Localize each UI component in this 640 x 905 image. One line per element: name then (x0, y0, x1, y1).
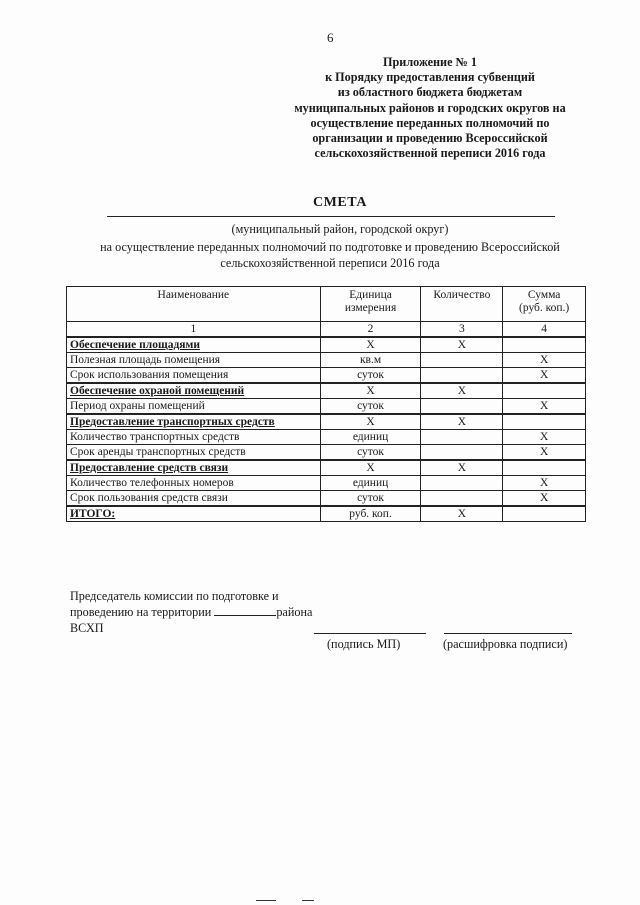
appendix-line: сельскохозяйственной переписи 2016 года (314, 146, 546, 161)
purpose-line: сельскохозяйственной переписи 2016 года (220, 255, 440, 270)
table-row (67, 399, 586, 415)
row-sum (503, 414, 586, 430)
row-unit: Х (320, 460, 421, 476)
header-name: Наименование (67, 287, 321, 322)
row-sum: Х (503, 445, 586, 461)
row-unit: Х (320, 414, 421, 430)
row-name: Полезная площадь помещения (67, 353, 321, 368)
row-sum: Х (503, 368, 586, 384)
row-unit: единиц (320, 476, 421, 491)
appendix-line: Приложение № 1 (383, 55, 477, 69)
row-sum (503, 460, 586, 476)
footer-mark (256, 900, 276, 901)
header-sum: Сумма (руб. коп.) (503, 287, 586, 322)
row-qty: Х (421, 337, 503, 353)
row-sum (503, 383, 586, 399)
column-number-row (67, 322, 586, 338)
header-unit: Единица измерения (320, 287, 421, 322)
table-row (67, 337, 586, 353)
row-unit: Х (320, 383, 421, 399)
row-unit: суток (320, 445, 421, 461)
row-unit: суток (320, 491, 421, 507)
row-sum: Х (503, 399, 586, 415)
row-qty (421, 353, 503, 368)
row-unit: суток (320, 368, 421, 384)
total-row (67, 506, 586, 522)
row-qty (421, 430, 503, 445)
row-sum: Х (503, 353, 586, 368)
row-name: Предоставление средств связи (67, 460, 321, 476)
table-row (67, 353, 586, 368)
row-qty (421, 445, 503, 461)
header-qty: Количество (421, 287, 503, 322)
total-sum (503, 506, 586, 522)
chair-line-2-after: района (276, 605, 313, 619)
total-label: ИТОГО: (67, 506, 321, 522)
row-unit: единиц (320, 430, 421, 445)
estimate-table (66, 286, 586, 522)
chair-line-2 (70, 604, 312, 620)
document-title: СМЕТА (313, 195, 367, 210)
row-unit: кв.м (320, 353, 421, 368)
appendix-line: из областного бюджета бюджетам (337, 85, 523, 100)
purpose-text (70, 240, 590, 271)
column-number: 1 (67, 322, 321, 338)
total-unit: руб. коп. (320, 506, 421, 522)
page-number: 6 (327, 30, 334, 45)
row-sum (503, 337, 586, 353)
row-name: Период охраны помещений (67, 399, 321, 415)
total-qty: Х (421, 506, 503, 522)
column-number: 3 (421, 322, 503, 338)
appendix-line: к Порядку предоставления субвенций (325, 70, 535, 85)
row-name: Срок использования помещения (67, 368, 321, 384)
row-name: Количество транспортных средств (67, 430, 321, 445)
row-name: Обеспечение площадями (67, 337, 321, 353)
district-caption: (муниципальный район, городской округ) (231, 222, 449, 236)
table-row (67, 460, 586, 476)
chair-line-1: Председатель комиссии по подготовке и (70, 589, 279, 603)
chair-signature-block (70, 588, 312, 636)
chair-line-2-before: проведению на территории (70, 605, 215, 619)
row-qty: Х (421, 414, 503, 430)
estimate-table-body (67, 287, 586, 522)
decoding-line (444, 633, 572, 634)
appendix-line: осуществление переданных полномочий по (310, 115, 550, 130)
appendix-line: муниципальных районов и городских округов на (294, 100, 566, 115)
row-name: Предоставление транспортных средств (67, 414, 321, 430)
column-number: 2 (320, 322, 421, 338)
table-row (67, 430, 586, 445)
footer-mark (302, 900, 314, 901)
row-qty (421, 368, 503, 384)
appendix-line: организации и проведению Всероссийской (312, 131, 548, 146)
table-row (67, 383, 586, 399)
signature-label: (подпись МП) (327, 637, 401, 651)
row-qty (421, 491, 503, 507)
row-qty (421, 399, 503, 415)
table-row (67, 491, 586, 507)
row-name: Срок пользования средств связи (67, 491, 321, 507)
purpose-line: на осуществление переданных полномочий по подготовке и проведению Всероссийской (100, 240, 560, 254)
row-sum: Х (503, 476, 586, 491)
row-unit: суток (320, 399, 421, 415)
row-qty (421, 476, 503, 491)
district-blank (214, 605, 276, 616)
row-qty: Х (421, 460, 503, 476)
table-row (67, 414, 586, 430)
district-fill-line (107, 216, 555, 217)
chair-line-3: ВСХП (70, 621, 104, 635)
row-sum: Х (503, 430, 586, 445)
table-row (67, 368, 586, 384)
row-unit: Х (320, 337, 421, 353)
decoding-label: (расшифровка подписи) (443, 637, 568, 651)
signature-line (314, 633, 426, 634)
table-header-row (67, 287, 586, 322)
table-row (67, 476, 586, 491)
column-number: 4 (503, 322, 586, 338)
row-name: Обеспечение охраной помещений (67, 383, 321, 399)
row-name: Срок аренды транспортных средств (67, 445, 321, 461)
row-name: Количество телефонных номеров (67, 476, 321, 491)
appendix-header (280, 55, 580, 161)
row-qty: Х (421, 383, 503, 399)
row-sum: Х (503, 491, 586, 507)
table-row (67, 445, 586, 461)
